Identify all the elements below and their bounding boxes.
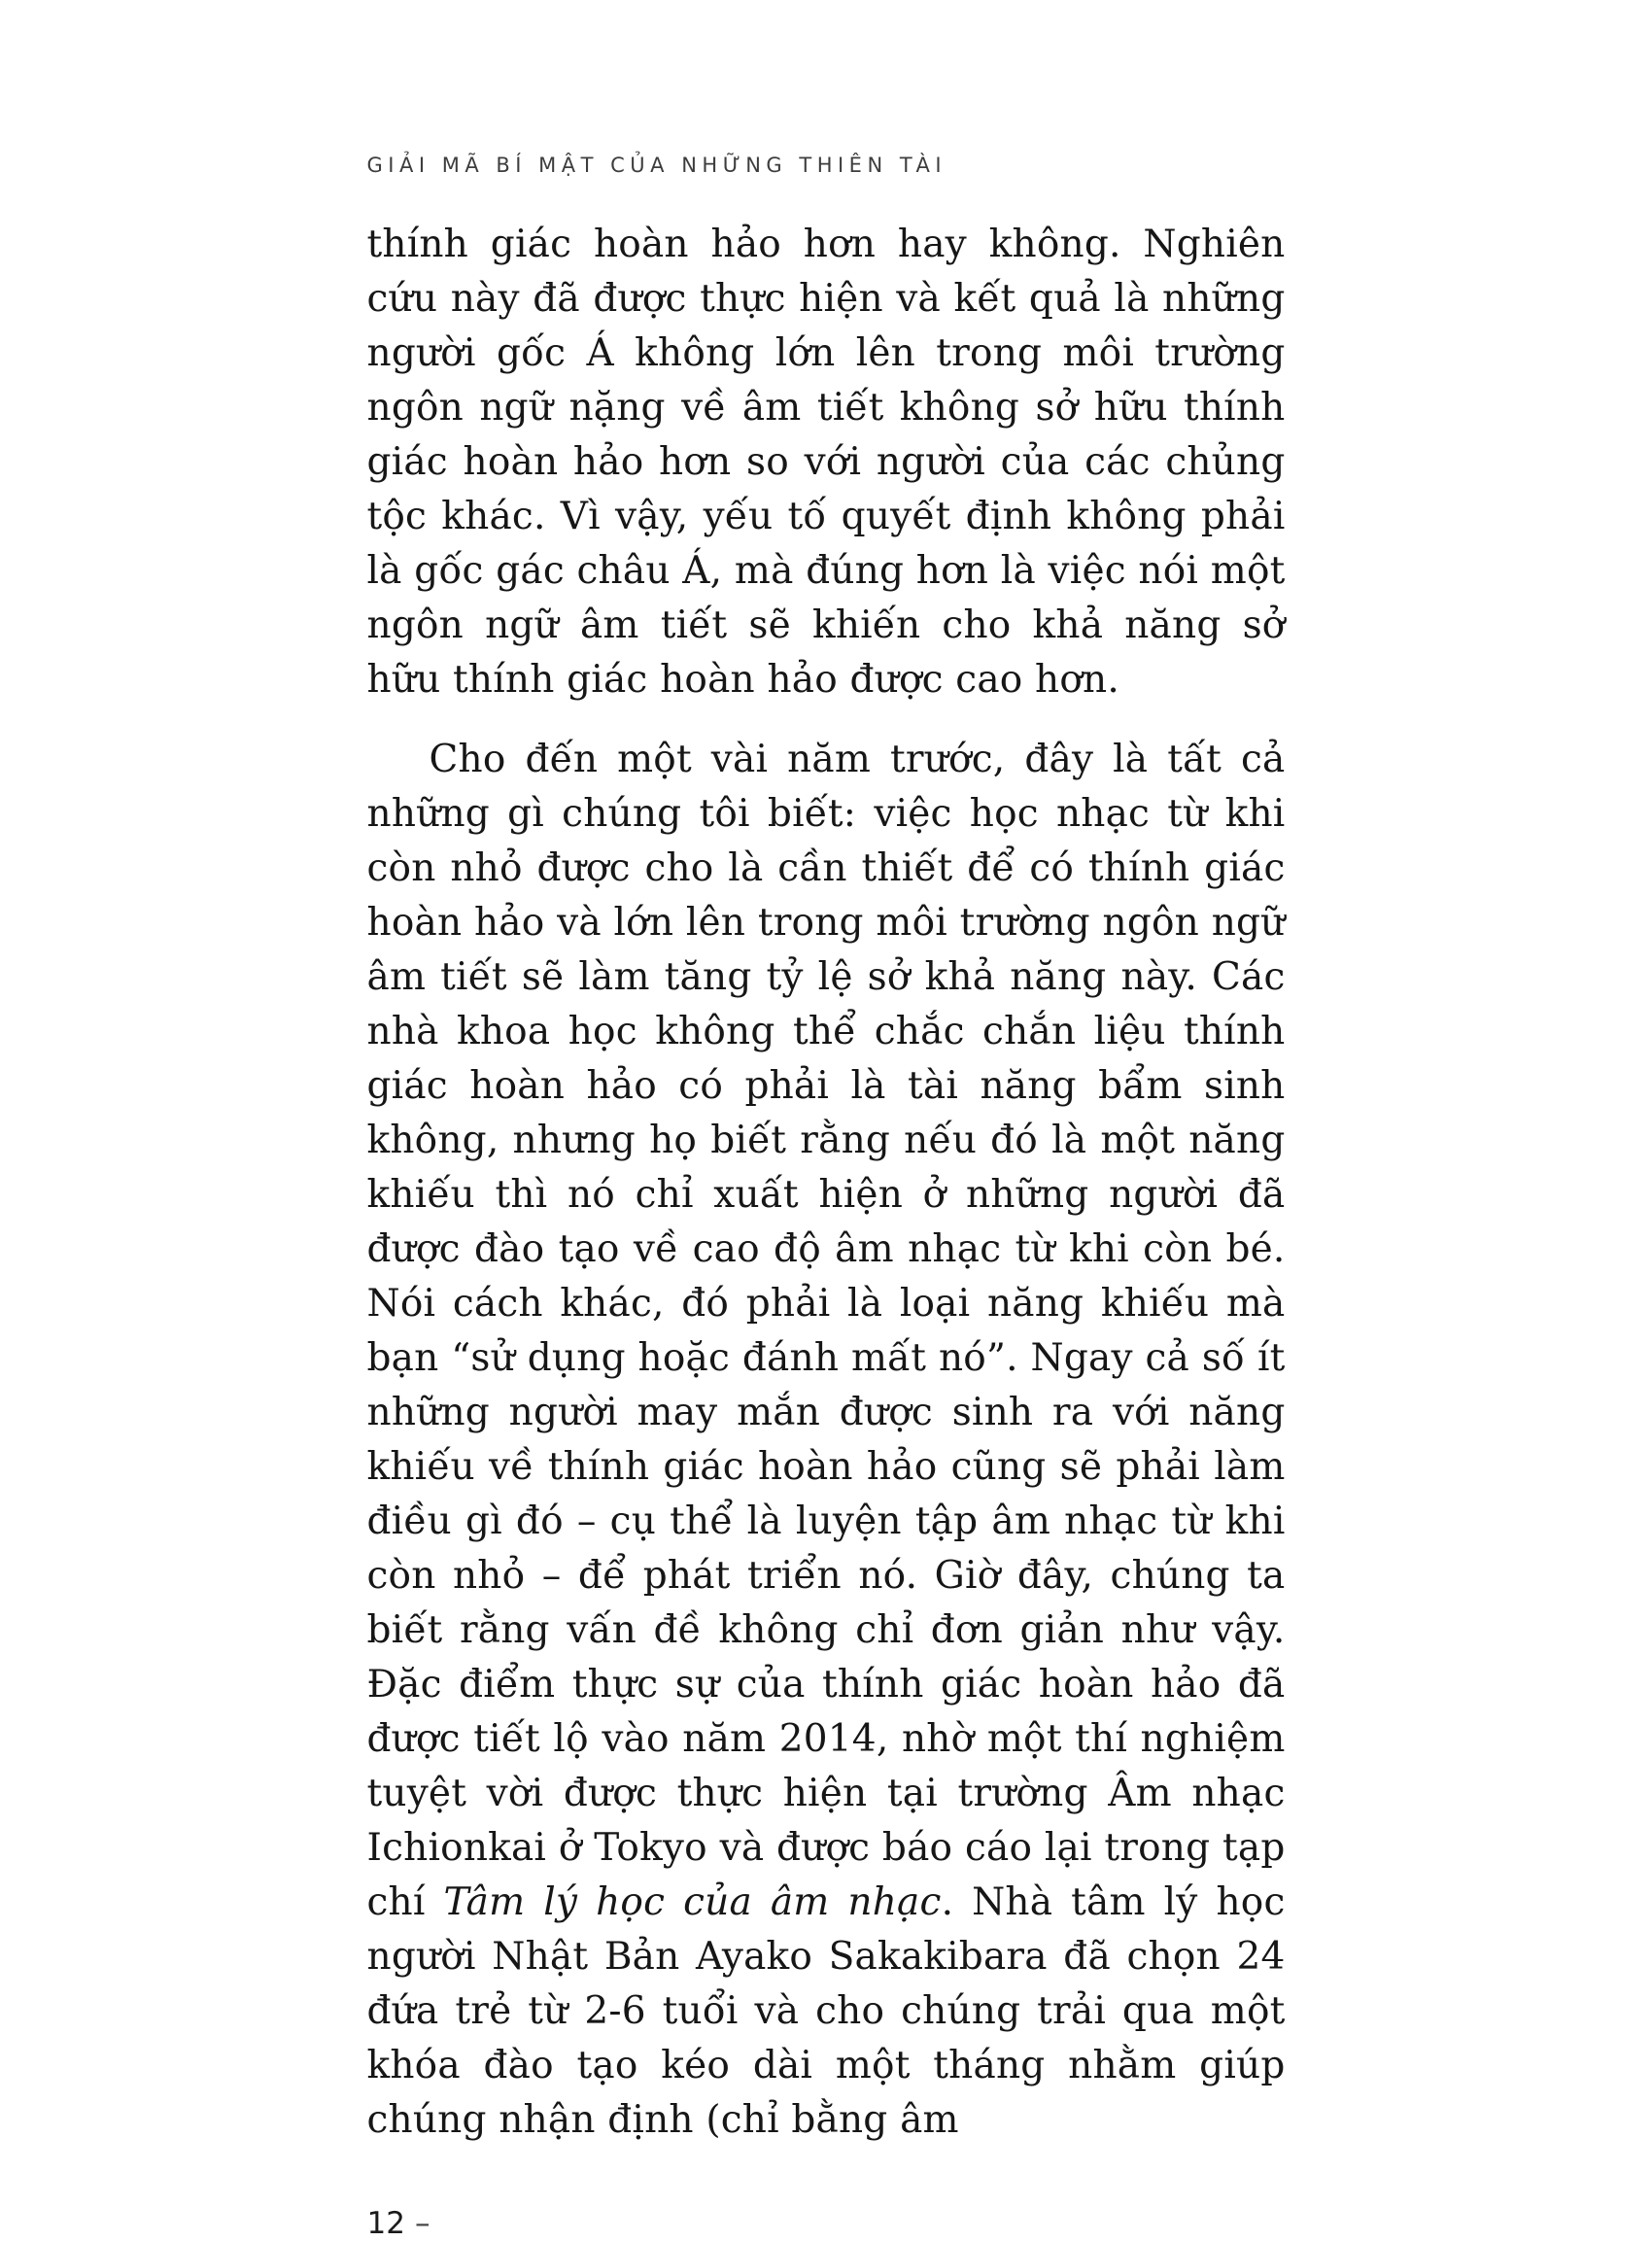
text-column	[367, 0, 1286, 2241]
footer-dash: –	[414, 2206, 430, 2241]
paragraph-text: thính giác hoàn hảo hơn hay không. Nghiên cứu này đã được thực hiện và kết quả là những người gốc Á không lớn lên trong môi trường ngôn ngữ nặng về âm tiết không sở hữu thính giác hoàn hảo hơn so với người của các chủng tộc khác. Vì vậy, yếu tố quyết định không phải là gốc gác châu Á, mà đúng hơn là việc nói một ngôn ngữ âm tiết sẽ khiến cho khả năng sở hữu thính giác hoàn hảo được cao hơn.	[366, 223, 1286, 702]
body-text	[367, 218, 1286, 2148]
page-footer	[367, 2206, 1286, 2241]
paragraph	[367, 733, 1286, 2148]
paragraph-text: . Nhà tâm lý học người Nhật Bản Ayako Sakakibara đã chọn 24 đứa trẻ từ 2-6 tuổi và cho chúng trải qua một khóa đào tạo kéo dài một tháng nhằm giúp chúng nhận định (chỉ bằng âm	[366, 1880, 1286, 2142]
page-number: 12	[366, 2206, 405, 2241]
paragraph	[367, 218, 1286, 707]
paragraph-text: Cho đến một vài năm trước, đây là tất cả những gì chúng tôi biết: việc học nhạc từ khi còn nhỏ được cho là cần thiết để có thính giác hoàn hảo và lớn lên trong môi trường ngôn ngữ âm tiết sẽ làm tăng tỷ lệ sở khả năng này. Các nhà khoa học không thể chắc chắn liệu thính giác hoàn hảo có phải là tài năng bẩm sinh không, nhưng họ biết rằng nếu đó là một năng khiếu thì nó chỉ xuất hiện ở những người đã được đào tạo về cao độ âm nhạc từ khi còn bé. Nói cách khác, đó phải là loại năng khiếu mà bạn “sử dụng hoặc đánh mất nó”. Ngay cả số ít những người may mắn được sinh ra với năng khiếu về thính giác hoàn hảo cũng sẽ phải làm điều gì đó – cụ thể là luyện tập âm nhạc từ khi còn nhỏ – để phát triển nó. Giờ đây, chúng ta biết rằng vấn đề không chỉ đơn giản như vậy. Đặc điểm thực sự của thính giác hoàn hảo đã được tiết lộ vào năm 2014, nhờ một thí nghiệm tuyệt vời được thực hiện tại trường Âm nhạc Ichionkai ở Tokyo và được báo cáo lại trong tạp chí	[366, 738, 1286, 1924]
running-head: GIẢI MÃ BÍ MẬT CỦA NHỮNG THIÊN TÀI	[366, 154, 947, 177]
book-title-italic: Tâm lý học của âm nhạc	[443, 1880, 942, 1924]
